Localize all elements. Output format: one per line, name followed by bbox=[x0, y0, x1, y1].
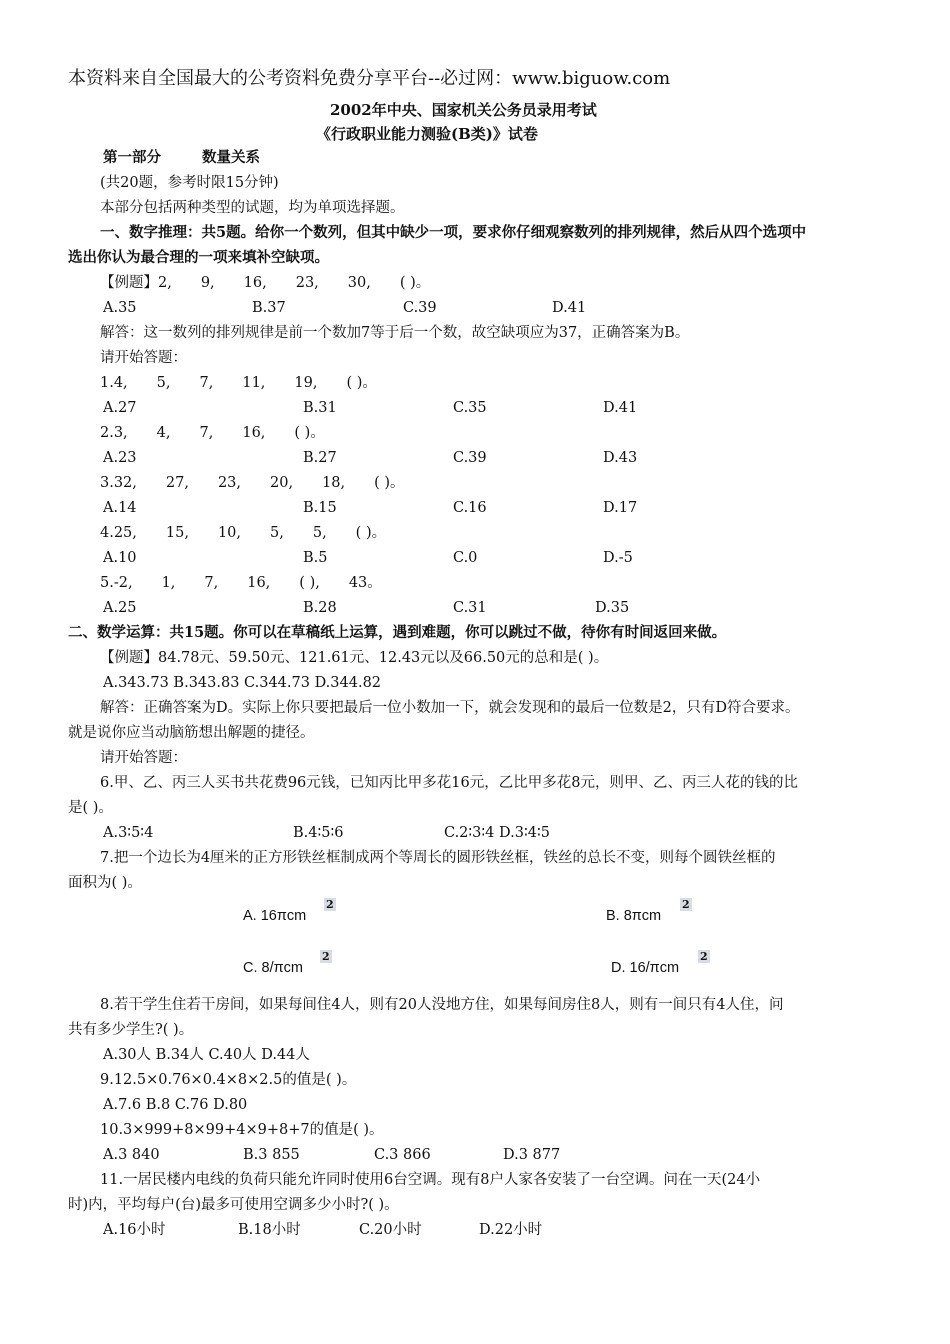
example1-answer: 解答：这一数列的排列规律是前一个数加7等于后一个数，故空缺项应为37，正确答案为B。 bbox=[100, 325, 690, 341]
question-1: 1.4, 5, 7, 11, 19, ( )。 bbox=[100, 375, 377, 391]
exam-subtitle: 《行政职业能力测验(B类)》试卷 bbox=[316, 125, 538, 143]
q3-option-c: C.16 bbox=[453, 500, 487, 516]
section1-heading-cont: 选出你认为最合理的一项来填补空缺项。 bbox=[68, 249, 329, 266]
q1-option-c: C.35 bbox=[453, 400, 487, 416]
question-11-cont: 时)内，平均每户(台)最多可使用空调多少小时?( )。 bbox=[68, 1197, 399, 1213]
example1-option-c: C.39 bbox=[403, 300, 437, 316]
q7-option-c-exponent: 2 bbox=[322, 950, 330, 963]
example1-question: 【例题】2, 9, 16, 23, 30, ( )。 bbox=[100, 275, 431, 291]
q1-option-a: A.27 bbox=[103, 400, 137, 416]
question-10: 10.3×999+8×99+4×9+8+7的值是( )。 bbox=[100, 1122, 384, 1138]
q11-option-a: A.16小时 bbox=[103, 1222, 166, 1238]
q11-option-b: B.18小时 bbox=[238, 1222, 301, 1238]
q7-option-a-exponent: 2 bbox=[326, 898, 334, 911]
question-4: 4.25, 15, 10, 5, 5, ( )。 bbox=[100, 525, 387, 541]
q4-option-c: C.0 bbox=[453, 550, 478, 566]
question-5: 5.-2, 1, 7, 16, ( ), 43。 bbox=[100, 575, 382, 591]
part-meta: (共20题，参考时限15分钟) bbox=[100, 175, 279, 191]
q2-option-b: B.27 bbox=[303, 450, 337, 466]
exam-title: 2002年中央、国家机关公务员录用考试 bbox=[330, 101, 597, 119]
q7-option-a: A. 16πcm bbox=[243, 908, 307, 924]
q7-option-d: D. 16/πcm bbox=[611, 960, 680, 976]
q6-option-cd: C.2∶3∶4 D.3∶4∶5 bbox=[444, 825, 550, 841]
q3-option-d: D.17 bbox=[603, 500, 638, 516]
q7-option-b-exponent: 2 bbox=[682, 898, 690, 911]
question-8-cont: 共有多少学生?( )。 bbox=[68, 1022, 194, 1038]
example2-answer-cont: 就是说你应当动脑筋想出解题的捷径。 bbox=[68, 725, 315, 741]
question-8: 8.若干学生住若干房间，如果每间住4人，则有20人没地方住，如果每间房住8人，则有一间只有4人住，问 bbox=[100, 997, 784, 1013]
q9-options: A.7.6 B.8 C.76 D.80 bbox=[103, 1097, 248, 1113]
source-header: 本资料来自全国最大的公考资料免费分享平台--必过网：www.biguow.com bbox=[68, 68, 671, 89]
q6-option-b: B.4∶5∶6 bbox=[293, 825, 344, 841]
question-9: 9.12.5×0.76×0.4×8×2.5的值是( )。 bbox=[100, 1072, 357, 1088]
q7-option-c: C. 8/πcm bbox=[243, 960, 303, 976]
q11-option-c: C.20小时 bbox=[359, 1222, 422, 1238]
q7-option-d-exponent: 2 bbox=[700, 950, 708, 963]
q3-option-a: A.14 bbox=[103, 500, 137, 516]
start-prompt-2: 请开始答题： bbox=[100, 750, 187, 766]
q5-option-a: A.25 bbox=[103, 600, 137, 616]
section1-heading: 一、数字推理：共5题。给你一个数列，但其中缺少一项，要求你仔细观察数列的排列规律，然后从四个选项中 bbox=[100, 224, 807, 241]
q6-option-a: A.3∶5∶4 bbox=[103, 825, 154, 841]
question-7-cont: 面积为( )。 bbox=[68, 875, 142, 891]
q5-option-c: C.31 bbox=[453, 600, 487, 616]
q1-option-d: D.41 bbox=[603, 400, 638, 416]
q3-option-b: B.15 bbox=[303, 500, 337, 516]
q2-option-a: A.23 bbox=[103, 450, 137, 466]
part-intro: 本部分包括两种类型的试题，均为单项选择题。 bbox=[100, 200, 405, 216]
example2-options: A.343.73 B.343.83 C.344.73 D.344.82 bbox=[103, 675, 382, 691]
example1-option-a: A.35 bbox=[103, 300, 137, 316]
question-11: 11.一居民楼内电线的负荷只能允许同时使用6台空调。现有8户人家各安装了一台空调。问在一天(24小 bbox=[100, 1172, 761, 1188]
q10-option-d: D.3 877 bbox=[503, 1147, 561, 1163]
example2-answer: 解答：正确答案为D。实际上你只要把最后一位小数加一下，就会发现和的最后一位数是2，只有D符合要求。 bbox=[100, 700, 800, 716]
q2-option-d: D.43 bbox=[603, 450, 638, 466]
q10-option-b: B.3 855 bbox=[243, 1147, 300, 1163]
question-6-cont: 是( )。 bbox=[68, 800, 113, 816]
example1-option-d: D.41 bbox=[552, 300, 587, 316]
question-2: 2.3, 4, 7, 16, ( )。 bbox=[100, 425, 325, 441]
section2-heading: 二、数学运算：共15题。你可以在草稿纸上运算，遇到难题，你可以跳过不做，待你有时间返回来做。 bbox=[68, 624, 727, 641]
q5-option-d: D.35 bbox=[595, 600, 630, 616]
q8-options: A.30人 B.34人 C.40人 D.44人 bbox=[103, 1047, 310, 1063]
question-6: 6.甲、乙、丙三人买书共花费96元钱，已知丙比甲多花16元，乙比甲多花8元，则甲、乙、丙三人花的钱的比 bbox=[100, 775, 798, 791]
q5-option-b: B.28 bbox=[303, 600, 337, 616]
q4-option-d: D.-5 bbox=[603, 550, 633, 566]
part-name: 数量关系 bbox=[202, 149, 260, 166]
example2-question: 【例题】84.78元、59.50元、121.61元、12.43元以及66.50元的总和是( )。 bbox=[100, 650, 609, 666]
q1-option-b: B.31 bbox=[303, 400, 337, 416]
question-7: 7.把一个边长为4厘米的正方形铁丝框制成两个等周长的圆形铁丝框，铁丝的总长不变，则每个圆铁丝框的 bbox=[100, 850, 776, 866]
q10-option-c: C.3 866 bbox=[374, 1147, 431, 1163]
q4-option-b: B.5 bbox=[303, 550, 328, 566]
start-prompt-1: 请开始答题： bbox=[100, 350, 187, 366]
q10-option-a: A.3 840 bbox=[103, 1147, 160, 1163]
part-label: 第一部分 bbox=[103, 149, 161, 166]
question-3: 3.32, 27, 23, 20, 18, ( )。 bbox=[100, 475, 405, 491]
q11-option-d: D.22小时 bbox=[479, 1222, 543, 1238]
q7-option-b: B. 8πcm bbox=[606, 908, 662, 924]
example1-option-b: B.37 bbox=[252, 300, 286, 316]
q4-option-a: A.10 bbox=[103, 550, 137, 566]
q2-option-c: C.39 bbox=[453, 450, 487, 466]
